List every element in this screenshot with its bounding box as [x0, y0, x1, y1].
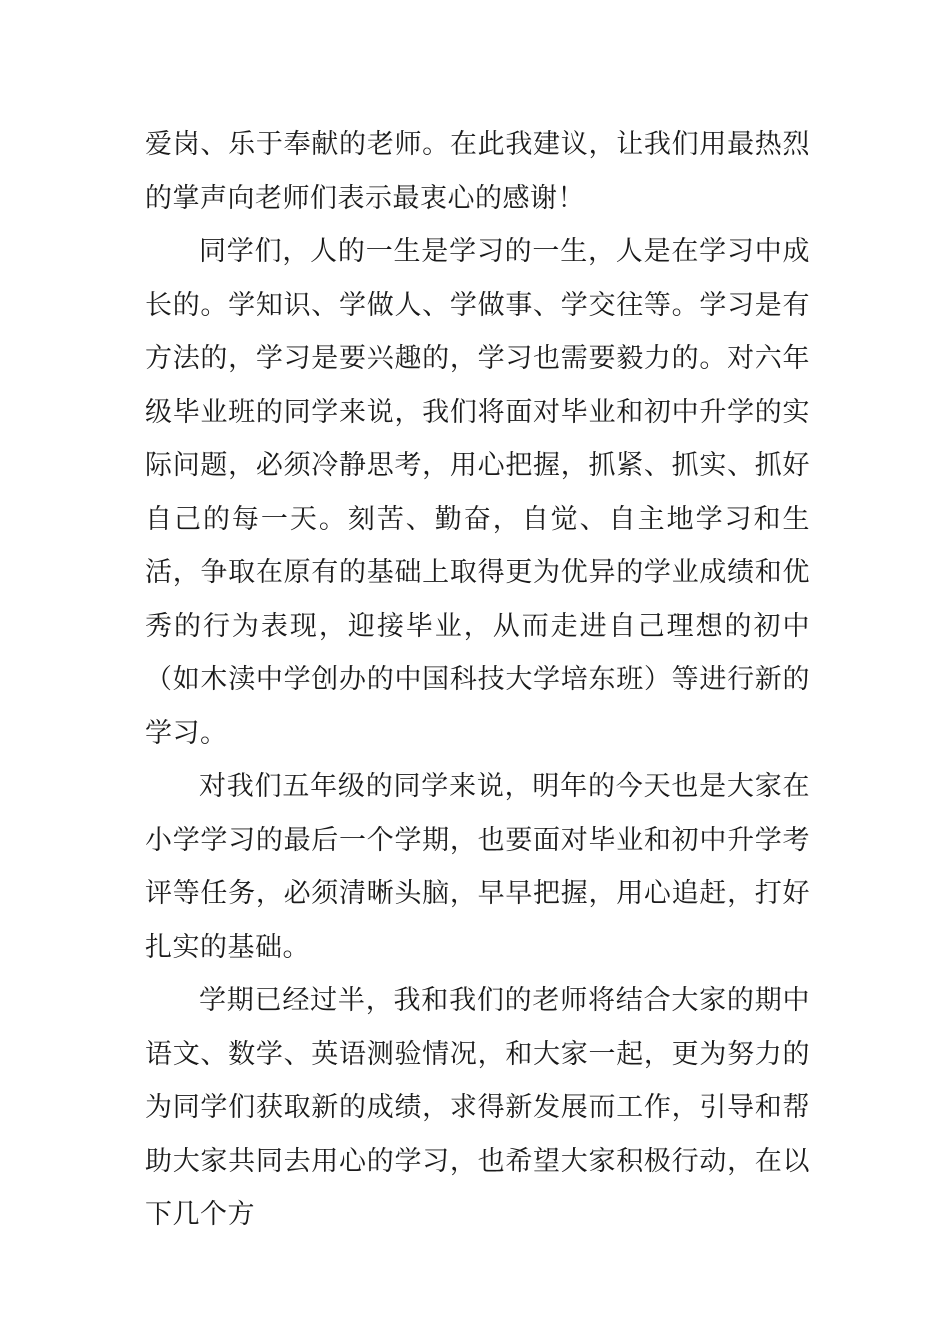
paragraph-4: 学期已经过半，我和我们的老师将结合大家的期中语文、数学、英语测验情况，和大家一起，更为努力的为同学们获取新的成绩，求得新发展而工作，引导和帮助大家共同去用心的学习，也希望大家积极行动，在以下几个方 — [145, 985, 810, 1230]
paragraph-2: 同学们，人的一生是学习的一生，人是在学习中成长的。学知识、学做人、学做事、学交往等。学习是有方法的，学习是要兴趣的，学习也需要毅力的。对六年级毕业班的同学来说，我们将面对毕业和初中升学的实际问题，必须冷静思考，用心把握，抓紧、抓实、抓好自己的每一天。刻苦、勤奋，自觉、自主地学习和生活，争取在原有的基础上取得更为优异的学业成绩和优秀的行为表现，迎接毕业，从而走进自己理想的初中（如木渎中学创办的中国科技大学培东班）等进行新的学习。 — [145, 236, 810, 749]
paragraph-1: 爱岗、乐于奉献的老师。在此我建议，让我们用最热烈的掌声向老师们表示最衷心的感谢！ — [145, 129, 810, 214]
document-body — [145, 118, 810, 1242]
paragraph-3: 对我们五年级的同学来说，明年的今天也是大家在小学学习的最后一个学期，也要面对毕业和初中升学考评等任务，必须清晰头脑，早早把握，用心追赶，打好扎实的基础。 — [145, 771, 810, 963]
